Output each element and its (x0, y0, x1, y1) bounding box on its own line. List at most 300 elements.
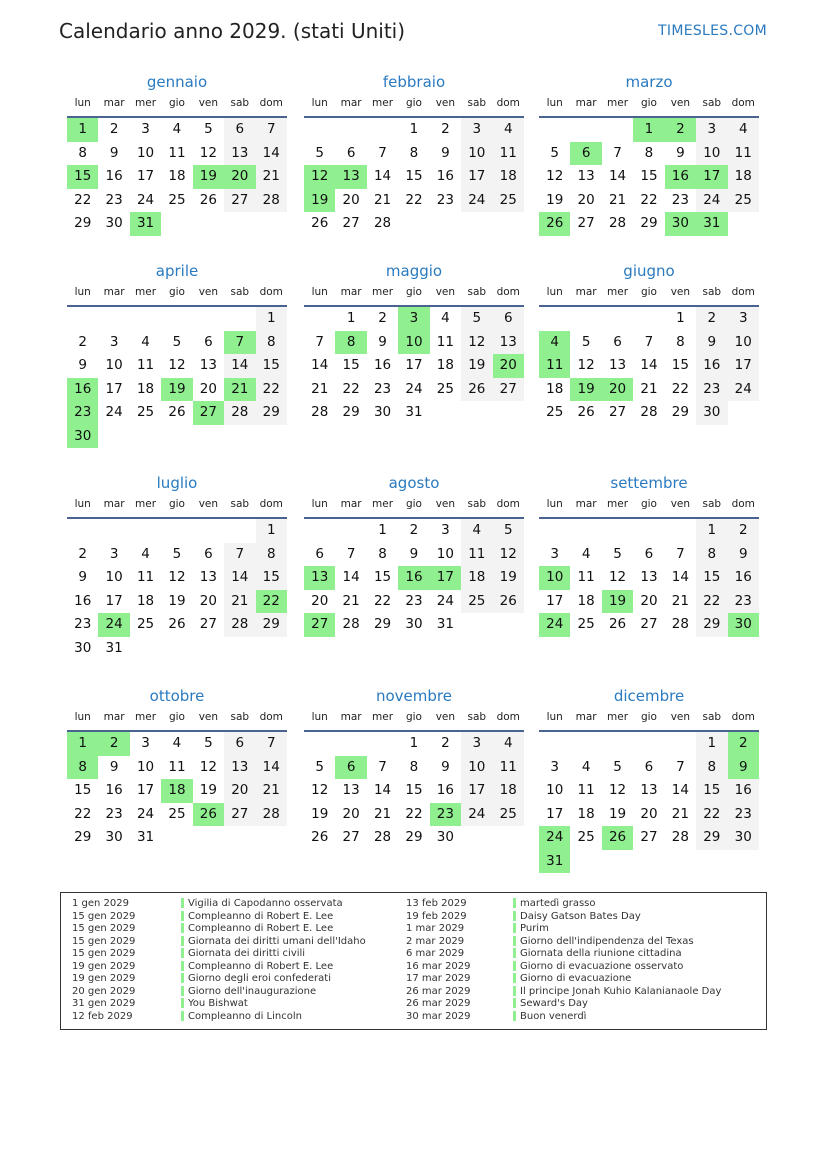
day-grid (539, 118, 759, 236)
day-cell: 22 (405, 805, 423, 822)
day-cell: 25 (577, 829, 595, 845)
holiday-day-cell: 17 (430, 566, 461, 590)
weekday-label: gio (640, 498, 657, 510)
weekday-label: mar (575, 286, 597, 298)
weekday-label: sab (702, 498, 722, 510)
weekday-header (67, 708, 287, 732)
day-cell: 1 (256, 519, 287, 543)
holiday-day-cell: 24 (98, 613, 129, 637)
day-cell: 30 (696, 401, 727, 425)
holiday-day-cell: 24 (539, 826, 570, 850)
day-cell: 10 (136, 144, 155, 161)
holiday-marker (513, 973, 516, 983)
holiday-date: 6 mar 2029 (406, 948, 465, 959)
weekday-label: lun (546, 498, 563, 510)
weekday-label: dom (259, 97, 283, 109)
day-cell: 8 (378, 545, 387, 562)
holiday-entry (181, 898, 343, 911)
empty-cell (539, 307, 570, 331)
weekday-label: gio (640, 286, 657, 298)
day-cell: 18 (136, 380, 155, 397)
empty-cell (602, 732, 633, 756)
day-cell: 18 (493, 779, 524, 803)
day-cell: 21 (256, 779, 287, 803)
day-cell: 6 (493, 307, 524, 331)
holiday-day-cell: 7 (224, 331, 255, 355)
weekday-label: dom (259, 498, 283, 510)
holiday-date: 15 gen 2029 (72, 923, 136, 934)
day-cell: 7 (676, 545, 685, 562)
weekday-label: mar (103, 498, 125, 510)
day-cell: 22 (696, 590, 727, 614)
holiday-list (60, 892, 767, 1030)
day-cell: 14 (373, 168, 392, 184)
holiday-day-cell: 20 (602, 378, 633, 402)
day-cell: 28 (224, 613, 255, 637)
day-cell: 2 (441, 735, 450, 751)
month-title: gennaio (146, 73, 208, 91)
weekday-label: mer (607, 711, 629, 723)
day-cell: 4 (581, 758, 591, 775)
day-cell: 25 (461, 590, 492, 614)
day-cell: 5 (172, 545, 182, 562)
holiday-day-cell: 26 (602, 826, 633, 850)
empty-cell (98, 519, 129, 543)
weekday-label: gio (405, 711, 422, 723)
day-cell: 8 (78, 144, 87, 161)
weekday-header (304, 94, 524, 118)
weekday-label: ven (435, 97, 456, 109)
holiday-day-cell: 6 (335, 756, 366, 780)
holiday-day-cell: 30 (67, 425, 98, 449)
holiday-marker (181, 998, 184, 1008)
day-cell: 2 (441, 121, 450, 137)
day-cell: 27 (342, 215, 360, 231)
day-cell: 10 (136, 758, 155, 775)
day-cell: 31 (105, 639, 123, 656)
day-cell: 19 (168, 592, 186, 609)
day-cell: 28 (256, 803, 287, 827)
holiday-name: Giorno di evacuazione (520, 973, 632, 984)
day-cell: 18 (546, 380, 564, 397)
day-cell: 12 (311, 782, 329, 798)
day-cell: 3 (441, 522, 450, 538)
day-cell: 7 (346, 545, 356, 562)
holiday-date: 31 gen 2029 (72, 998, 136, 1009)
weekday-header (67, 94, 287, 118)
holiday-date: 20 gen 2029 (72, 985, 136, 997)
holiday-marker (513, 948, 516, 958)
holiday-day-cell: 17 (696, 165, 727, 189)
weekday-label: mar (340, 498, 362, 510)
holiday-entry (181, 1011, 302, 1024)
holiday-marker (181, 923, 184, 933)
weekday-header (67, 495, 287, 519)
day-cell: 16 (728, 779, 759, 803)
empty-cell (367, 118, 398, 142)
day-grid (304, 519, 524, 637)
day-cell: 1 (676, 310, 685, 326)
empty-cell (633, 307, 664, 331)
holiday-marker (513, 911, 516, 921)
day-cell: 28 (373, 215, 392, 231)
day-cell: 1 (256, 307, 287, 331)
weekday-header (539, 283, 759, 307)
holiday-name: Buon venerdì (520, 1010, 587, 1022)
weekday-label: mer (607, 498, 629, 510)
month-title: dicembre (613, 687, 685, 705)
day-cell: 4 (461, 519, 492, 543)
weekday-label: gio (640, 97, 657, 109)
day-cell: 27 (342, 829, 360, 845)
day-cell: 24 (405, 380, 423, 397)
day-cell: 25 (436, 380, 454, 397)
day-cell: 23 (696, 378, 727, 402)
day-cell: 10 (105, 357, 123, 373)
weekday-header (539, 94, 759, 118)
month-luglio (67, 471, 287, 660)
month-title: ottobre (149, 687, 205, 705)
day-cell: 4 (141, 333, 150, 350)
day-cell: 8 (256, 331, 287, 355)
weekday-label: gio (168, 97, 185, 109)
day-cell: 23 (405, 592, 423, 609)
day-cell: 21 (608, 191, 627, 208)
day-cell: 6 (644, 758, 654, 775)
holiday-day-cell: 13 (304, 566, 335, 590)
weekday-label: gio (168, 286, 185, 298)
holiday-day-cell: 30 (728, 613, 759, 637)
weekday-label: mer (135, 286, 157, 298)
day-cell: 31 (405, 404, 423, 420)
day-cell: 14 (671, 569, 689, 585)
holiday-name: Vigilia di Capodanno osservata (188, 898, 343, 909)
weekday-label: ven (198, 498, 219, 510)
month-giugno (539, 259, 759, 425)
day-cell: 30 (74, 639, 92, 656)
day-cell: 9 (696, 331, 727, 355)
weekday-label: lun (74, 498, 91, 510)
day-cell: 9 (78, 357, 87, 373)
weekday-label: ven (670, 97, 691, 109)
weekday-label: sab (467, 97, 487, 109)
month-title: febbraio (382, 73, 446, 91)
weekday-label: sab (230, 97, 250, 109)
day-cell: 6 (224, 118, 255, 142)
weekday-label: dom (496, 286, 520, 298)
weekday-label: dom (731, 97, 755, 109)
weekday-header (67, 283, 287, 307)
day-cell: 5 (315, 144, 324, 161)
empty-cell (539, 732, 570, 756)
day-cell: 4 (581, 545, 591, 562)
day-cell: 4 (172, 735, 182, 751)
holiday-day-cell: 4 (539, 331, 570, 355)
day-cell: 2 (378, 310, 387, 326)
day-cell: 11 (728, 142, 759, 166)
holiday-day-cell: 27 (304, 613, 335, 637)
day-cell: 16 (436, 168, 454, 184)
day-cell: 20 (342, 191, 360, 208)
day-cell: 18 (168, 168, 186, 184)
holiday-day-cell: 19 (304, 189, 335, 213)
holiday-day-cell: 10 (539, 566, 570, 590)
day-cell: 29 (74, 215, 92, 231)
day-cell: 29 (671, 404, 689, 420)
weekday-header (304, 708, 524, 732)
day-cell: 19 (608, 805, 627, 822)
holiday-date: 2 mar 2029 (406, 935, 465, 947)
weekday-label: mer (135, 711, 157, 723)
day-cell: 25 (168, 191, 186, 208)
empty-cell (304, 519, 335, 543)
holiday-day-cell: 2 (98, 732, 129, 756)
day-cell: 24 (461, 803, 492, 827)
month-title: agosto (388, 474, 440, 492)
day-cell: 8 (696, 756, 727, 780)
day-cell: 25 (168, 805, 186, 822)
holiday-entry (181, 948, 305, 961)
month-novembre (304, 684, 524, 850)
day-cell: 21 (373, 191, 392, 208)
holiday-day-cell: 27 (193, 401, 224, 425)
holiday-name: Seward's Day (520, 998, 588, 1009)
day-cell: 4 (728, 118, 759, 142)
weekday-label: sab (702, 286, 722, 298)
weekday-label: sab (702, 97, 722, 109)
day-cell: 20 (199, 380, 217, 397)
day-grid (67, 732, 287, 850)
day-cell: 2 (409, 522, 419, 538)
day-cell: 23 (728, 590, 759, 614)
day-cell: 18 (728, 165, 759, 189)
day-cell: 20 (311, 592, 329, 609)
day-cell: 31 (436, 616, 454, 632)
empty-cell (570, 118, 601, 142)
day-cell: 22 (74, 191, 92, 208)
weekday-label: dom (731, 711, 755, 723)
month-febbraio (304, 70, 524, 236)
empty-cell (367, 732, 398, 756)
weekday-label: mar (575, 498, 597, 510)
day-cell: 12 (461, 331, 492, 355)
day-cell: 21 (671, 592, 689, 609)
day-cell: 15 (696, 566, 727, 590)
day-cell: 25 (728, 189, 759, 213)
day-cell: 18 (577, 592, 595, 609)
brand-link[interactable]: TIMESLES.COM (658, 23, 767, 39)
day-cell: 13 (640, 782, 658, 798)
day-cell: 4 (493, 118, 524, 142)
weekday-header (304, 283, 524, 307)
day-cell: 29 (640, 215, 658, 231)
day-cell: 15 (405, 168, 423, 184)
day-cell: 25 (546, 404, 564, 420)
day-cell: 30 (105, 829, 123, 845)
holiday-name: Purim (520, 923, 549, 934)
holiday-date: 30 mar 2029 (406, 1010, 471, 1022)
day-cell: 2 (696, 307, 727, 331)
day-cell: 17 (546, 805, 564, 822)
weekday-label: dom (496, 97, 520, 109)
holiday-date: 26 mar 2029 (406, 998, 471, 1009)
holiday-marker (181, 948, 184, 958)
day-cell: 7 (644, 333, 654, 350)
holiday-day-cell: 2 (665, 118, 696, 142)
holiday-day-cell: 30 (665, 212, 696, 236)
day-cell: 26 (199, 191, 217, 208)
weekday-header (539, 495, 759, 519)
day-cell: 25 (493, 803, 524, 827)
weekday-label: mar (340, 97, 362, 109)
weekday-label: sab (467, 286, 487, 298)
holiday-entry (181, 936, 366, 949)
day-cell: 22 (640, 191, 658, 208)
day-cell: 26 (168, 616, 186, 632)
day-cell: 29 (373, 616, 392, 632)
day-cell: 15 (256, 354, 287, 378)
day-cell: 9 (109, 758, 119, 775)
day-cell: 21 (640, 380, 658, 397)
weekday-label: dom (496, 711, 520, 723)
weekday-label: lun (311, 711, 328, 723)
empty-cell (193, 519, 224, 543)
empty-cell (161, 519, 192, 543)
day-cell: 16 (696, 354, 727, 378)
empty-cell (570, 307, 601, 331)
day-cell: 23 (728, 803, 759, 827)
weekday-label: gio (168, 711, 185, 723)
weekday-label: mer (372, 498, 394, 510)
weekday-label: ven (670, 286, 691, 298)
holiday-name: Giorno degli eroi confederati (188, 973, 331, 984)
holiday-day-cell: 16 (67, 378, 98, 402)
day-cell: 3 (141, 121, 150, 137)
day-cell: 17 (461, 165, 492, 189)
day-cell: 5 (172, 333, 182, 350)
day-grid (539, 519, 759, 637)
day-cell: 5 (613, 758, 622, 775)
day-cell: 3 (109, 333, 119, 350)
empty-cell (304, 732, 335, 756)
day-cell: 14 (224, 566, 255, 590)
weekday-label: gio (405, 286, 422, 298)
weekday-label: dom (731, 286, 755, 298)
day-cell: 7 (676, 758, 685, 775)
weekday-label: ven (670, 711, 691, 723)
weekday-label: mar (103, 711, 125, 723)
weekday-label: mer (607, 286, 629, 298)
day-cell: 28 (256, 189, 287, 213)
day-cell: 16 (74, 592, 92, 609)
day-cell: 28 (671, 829, 689, 845)
day-cell: 16 (728, 566, 759, 590)
weekday-label: lun (546, 711, 563, 723)
day-cell: 3 (109, 545, 119, 562)
holiday-date: 15 gen 2029 (72, 948, 136, 959)
day-cell: 11 (168, 144, 186, 161)
day-cell: 17 (105, 380, 123, 397)
day-cell: 17 (405, 357, 423, 373)
empty-cell (602, 307, 633, 331)
day-cell: 8 (676, 333, 685, 350)
day-cell: 6 (315, 545, 324, 562)
holiday-date: 26 mar 2029 (406, 985, 471, 997)
day-grid (304, 118, 524, 236)
day-cell: 26 (493, 590, 524, 614)
day-cell: 20 (342, 805, 360, 822)
holiday-day-cell: 8 (67, 756, 98, 780)
month-title: novembre (376, 687, 452, 705)
day-cell: 23 (105, 191, 123, 208)
holiday-marker (181, 911, 184, 921)
weekday-label: mer (372, 286, 394, 298)
empty-cell (602, 118, 633, 142)
holiday-marker (513, 961, 516, 971)
day-cell: 18 (436, 357, 454, 373)
empty-cell (539, 519, 570, 543)
day-cell: 26 (311, 829, 329, 845)
month-maggio (304, 259, 524, 425)
holiday-day-cell: 16 (398, 566, 429, 590)
holiday-day-cell: 2 (728, 732, 759, 756)
day-cell: 20 (199, 592, 217, 609)
day-cell: 18 (136, 592, 155, 609)
day-cell: 28 (342, 616, 360, 632)
holiday-entry (513, 986, 721, 999)
day-cell: 27 (199, 616, 217, 632)
day-cell: 3 (550, 758, 559, 775)
holiday-marker (181, 986, 184, 996)
day-grid (67, 118, 287, 236)
day-cell: 14 (373, 782, 392, 798)
day-cell: 22 (671, 380, 689, 397)
empty-cell (304, 118, 335, 142)
day-cell: 28 (373, 829, 392, 845)
holiday-day-cell: 31 (696, 212, 727, 236)
holiday-entry (513, 936, 694, 949)
holiday-marker (513, 986, 516, 996)
weekday-label: sab (230, 498, 250, 510)
holiday-date: 12 feb 2029 (72, 1010, 133, 1022)
holiday-name: Compleanno di Robert E. Lee (188, 923, 334, 934)
empty-cell (161, 307, 192, 331)
holiday-day-cell: 18 (161, 779, 192, 803)
holiday-day-cell: 10 (398, 331, 429, 355)
day-cell: 26 (311, 215, 329, 231)
month-marzo (539, 70, 759, 236)
day-cell: 6 (644, 545, 654, 562)
day-cell: 13 (199, 357, 217, 373)
day-cell: 13 (640, 569, 658, 585)
day-cell: 29 (696, 826, 727, 850)
holiday-marker (181, 1011, 184, 1021)
day-grid (304, 307, 524, 425)
month-title: luglio (156, 474, 198, 492)
day-cell: 16 (373, 357, 392, 373)
holiday-date: 19 gen 2029 (72, 960, 136, 972)
day-cell: 22 (342, 380, 360, 397)
holiday-date: 19 feb 2029 (406, 910, 467, 922)
holiday-day-cell: 9 (728, 756, 759, 780)
weekday-label: ven (198, 711, 219, 723)
day-cell: 15 (342, 357, 360, 373)
weekday-label: lun (546, 286, 563, 298)
day-cell: 11 (461, 543, 492, 567)
empty-cell (193, 307, 224, 331)
day-cell: 15 (256, 566, 287, 590)
day-cell: 11 (136, 357, 155, 373)
